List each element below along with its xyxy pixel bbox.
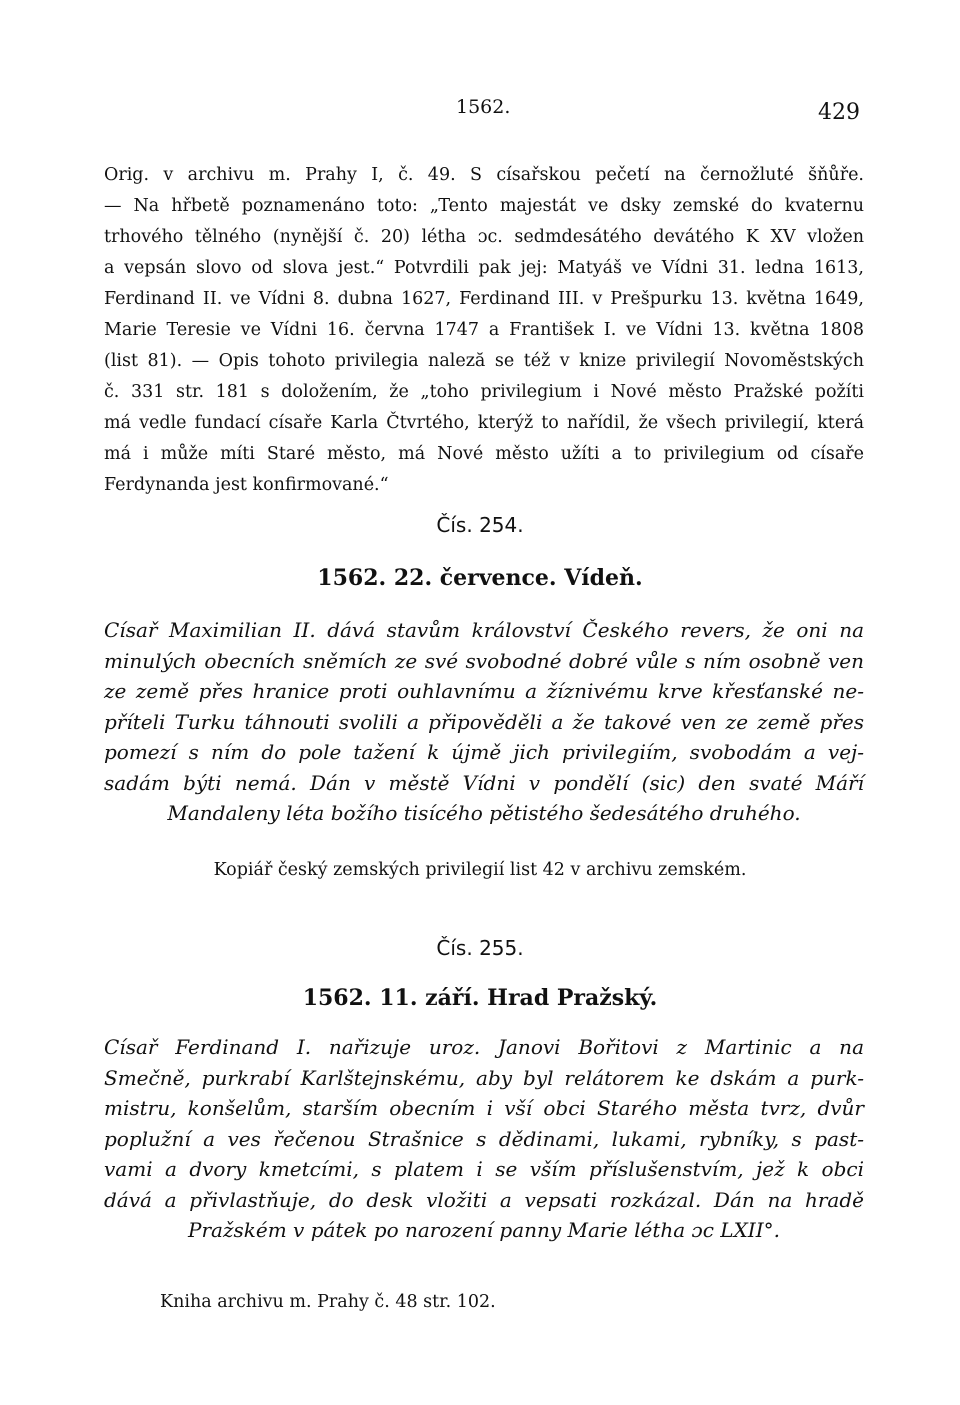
notes-line: trhového tělného (nynější č. 20) létha ɔc. sedmdesátého devátého K XV vložen — [104, 227, 864, 247]
regest-line: příteli Turku táhnouti svolili a připověděli a že takové ven ze země přes — [104, 709, 864, 734]
regest-line: Mandaleny léta božího tisícého pětistého šedesátého druhého. — [167, 801, 801, 825]
notes-line: má vedle fundací císaře Karla Čtvrtého, kterýž to nařídil, že všech privilegií, která — [104, 413, 864, 433]
document-date-heading: 1562. 11. září. Hrad Pražský. — [302, 985, 658, 1011]
regest-line: poplužní a ves řečenou Strašnice s dědinami, lukami, rybníky, s past- — [104, 1126, 864, 1151]
notes-line: — Na hřbetě poznamenáno toto: „Tento majestát ve dsky zemské do kvaternu — [104, 196, 864, 216]
document-number: Čís. 255. — [436, 936, 524, 960]
notes-line: Ferdynanda jest konfirmované.“ — [104, 475, 389, 495]
page-number: 429 — [818, 100, 860, 125]
regest-line: Smečně, purkrabí Karlštejnskému, aby byl relátorem ke dskám a purk- — [104, 1065, 864, 1090]
document-regest — [104, 1032, 864, 1246]
notes-line: Marie Teresie ve Vídni 16. června 1747 a František I. ve Vídni 13. května 1808 — [104, 320, 864, 340]
document-date-heading: 1562. 22. července. Vídeň. — [317, 565, 643, 591]
document-regest — [104, 615, 864, 829]
regest-line: minulých obecních sněmích ze své svobodné dobré vůle s ním osobně ven — [104, 648, 864, 673]
regest-line: Pražském v pátek po narození panny Marie létha ɔc LXII°. — [188, 1218, 780, 1242]
document-number: Čís. 254. — [436, 513, 524, 537]
notes-line: Orig. v archivu m. Prahy I, č. 49. S císařskou pečetí na černožluté šňůře. — [104, 165, 864, 185]
notes-line: č. 331 str. 181 s doložením, že „toho privilegium i Nové město Pražské požíti — [104, 382, 864, 402]
regest-line: vami a dvory kmetcími, s platem i se vším příslušenstvím, jež k obci — [104, 1157, 864, 1181]
notes-line: (list 81). — Opis tohoto privilegia naleză se též v knize privilegií Novoměstských — [104, 351, 864, 371]
document-source-note: Kniha archivu m. Prahy č. 48 str. 102. — [160, 1292, 496, 1312]
regest-line: sadám býti nemá. Dán v městě Vídni v pondělí (sic) den svaté Máří — [104, 770, 864, 795]
regest-line: ze země přes hranice proti ouhlavnímu a žíznivému krve křesťanské ne- — [104, 679, 864, 703]
notes-line: a vepsán slovo od slova jest.“ Potvrdili pak jej: Matyáš ve Vídni 31. ledna 1613, — [104, 258, 864, 278]
regest-line: mistru, konšelům, starším obecním i vší obci Starého města tvrz, dvůr — [104, 1096, 864, 1120]
regest-line: Císař Maximilian II. dává stavům království Českého revers, že oni na — [104, 618, 864, 642]
document-source-note: Kopiář český zemských privilegií list 42 v archivu zemském. — [213, 860, 747, 880]
notes-line: Ferdinand II. ve Vídni 8. dubna 1627, Ferdinand III. v Prešpurku 13. května 1649, — [104, 289, 864, 309]
regest-line: dává a přivlastňuje, do desk vložiti a vepsati rozkázal. Dán na hradě — [104, 1187, 864, 1212]
regest-line: Císař Ferdinand I. nařizuje uroz. Janovi Bořitovi z Martinic a na — [104, 1035, 864, 1059]
source-notes-paragraph — [104, 160, 864, 501]
running-header-year: 1562. — [456, 96, 511, 118]
regest-line: pomezí s ním do pole tažení k újmě jich privilegiím, svobodám a vej- — [104, 740, 864, 764]
notes-line: má i může míti Staré město, má Nové město užíti a to privilegium od císaře — [104, 444, 864, 464]
